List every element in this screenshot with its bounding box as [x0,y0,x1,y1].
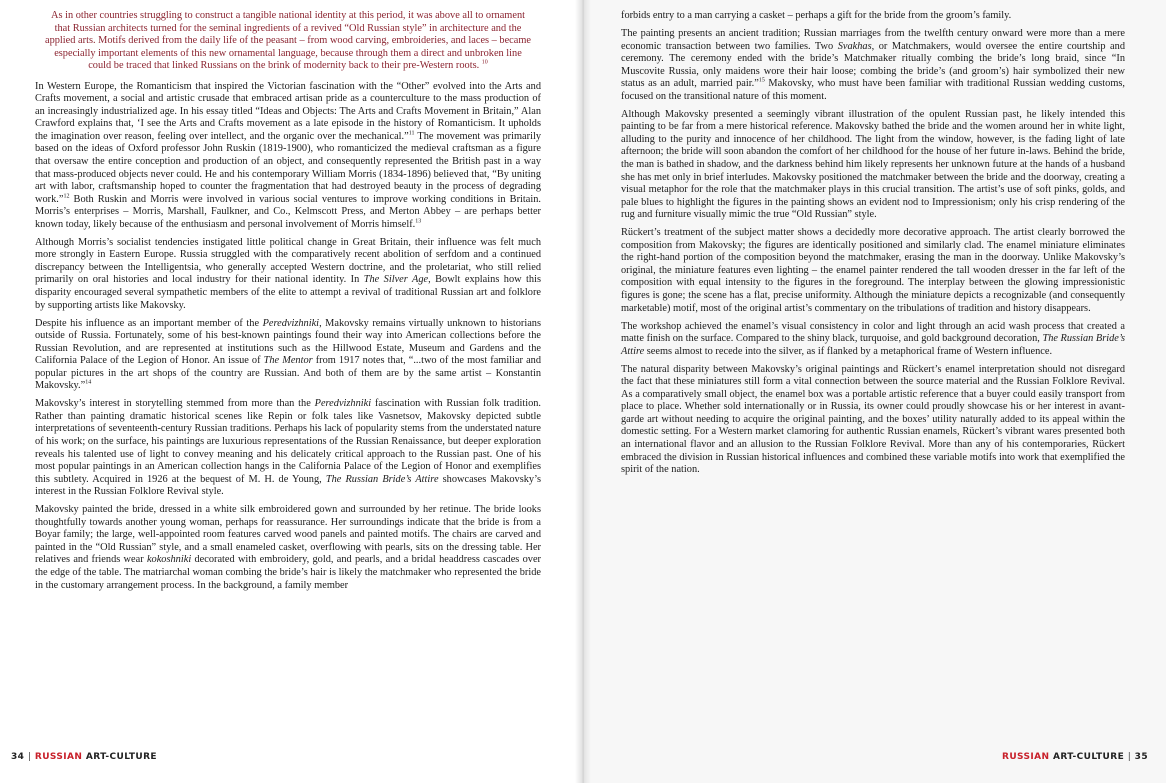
paragraph-bride-description: Makovsky painted the bride, dressed in a white silk embroidered gown and surrounded by her retinue. The bride looks thoughtfully towards another young woman, perhaps for reassurance. Her surroundings indicate that the bride is from a Boyar family; the large, well-appointed room features carved wood panels and painted motifs. The chairs are carved and painted in the “Old Russian” style, and a small enameled casket, overflowing with pearls, sits on the dressing table. Her relatives and friends wear kokoshniki decorated with embroidery, gold, and pearls, and a bridal headdress cascades over the edge of the table. The matriarchal woman combing the bride’s hair is likely the matchmaker who represented the bride in the customary arrangement process. In the background, a family member [35,504,542,591]
footnote-ref: 11 [408,130,415,137]
left-folio [11,752,157,762]
footnote-ref: 15 [758,77,765,84]
italic-term: kokoshniki [146,554,192,566]
brand-art-culture: ART-CULTURE [1049,752,1125,762]
footnote-ref: 10 [481,59,488,66]
painting-title: The Russian Bride’s Attire [325,473,439,485]
pull-quote [43,10,533,73]
pull-quote-text: As in other countries struggling to construct a tangible national identity at this period, it was above all to ornament that Russian architects turned for the seminal ingredients of a revived “Old Russian style” in architecture and the applied arts. Motifs derived from the daily life of the peasant – from wood carving, embroideries, and laces – became especially important elements of this new ornamental language, because through them a direct and unbroken line could be traced that linked Russians on the brink of modernity back to their pre-Western roots. [45,10,531,72]
folio-separator: | [27,752,32,762]
paragraph-ancient-tradition: The painting presents an ancient tradition; Russian marriages from the twelfth century onward were more than a mere economic transaction between two families. Two Svakhas, or Matchmakers, would oversee the entire courtship and ceremony. The ceremony ended with the bride’s Matchmaker ritually combing the bride’s long braid, since “In Muscovite Russia, only maidens wore their hair loose; combing the bride’s (and groom’s) hair symbolized their new status as an adult, married pair.”$^{15}$ Makovsky, who must have been familiar with traditional Russian wedding customs, focused on the transitional nature of this moment. [621,28,1125,102]
magazine-title: The Mentor [263,355,313,367]
page-number: 35 [1134,752,1148,762]
footnote-ref: 14 [85,379,92,386]
book-title: The Silver Age [363,274,429,286]
painting-title: The Russian Bride’s Attire [621,333,1126,357]
italic-term: Peredvizhniki [314,398,372,410]
footnote-ref: 12 [63,193,70,200]
paragraph-natural-disparity: The natural disparity between Makovsky’s original paintings and Rückert’s enamel interpretation should not disregard the fact that these miniatures still form a vital connection between the source material and the Russian Folklore Revival. As a comparatively small object, the enamel box was a portable artistic reference that a buyer could easily transport from place to place. Whether sold internationally or in Russia, its owner could proudly showcase his or her interest in avant-garde art without needing to acquire the original painting, and the boxes’ utility naturally added to its appeal within the domestic setting. For a Western market clamoring for authentic Russian enamels, Rückert’s vibrant wares presented both an international flavor and an allusion to the Russian Folklore Revival. More than any of his contemporaries, Rückert embraced the division in Russian historical influences and combined these variable motifs into work that exemplified the spirit of the nation. [621,363,1125,476]
spine-gutter [575,0,591,783]
page-number: 34 [11,752,25,762]
brand-russian: RUSSIAN [1002,752,1050,762]
left-text-column [35,10,541,598]
paragraph-peredvizhniki: Despite his influence as an important member of the Peredvizhniki, Makovsky remains virtually unknown to historians outside of Russia. Fortunately, some of his best-known paintings found their way into American collections before the Russian Revolution, and are represented at institutions such as the Hillwood Estate, Museum and Gardens and the California Palace of the Legion of Honor. An issue of The Mentor from 1917 notes that, “...two of the most familiar and popular pictures in the art shops of the country are Russian. And both of them are by the same artist – Konstantin Makovsky.”$^{14}$ [35,317,541,392]
paragraph-light-analysis: Although Makovsky presented a seemingly vibrant illustration of the opulent Russian past, he likely intended this painting to be far from a mere historical reference. Makovsky bathed the bride and the women around her in white light, alluding to the purity and innocence of her childhood. The light from the window, however, is the fading light of late afternoon; the bride will soon abandon the comfort of her childhood for the house of her future in-laws. Behind the bride, the man is bathed in shadow, and the darkness behind him likely represents her unknown future at the hands of a husband she has met only in brief interludes. Makovsky positioned the matchmaker between the bride and the doorway, creating a visual metaphor for the role that the matchmaker plays in this crucial transition. The artist’s use of soft pinks, golds, and pale blues to highlight the figures in the painting shows an evident nod to Impressionism; only his crisp rendering of the rug and furniture visually mimic the true “Old Russian” style. [621,108,1125,221]
right-page [583,0,1166,783]
right-folio [1002,752,1148,762]
paragraph-ruckert-treatment: Rückert’s treatment of the subject matter shows a decidedly more decorative approach. The artist clearly borrowed the composition from Makovsky; the figures are identically positioned and similarly clad. The enamel miniature eliminates the right-hand portion of the composition beyond the matchmaker, erasing the man in the doorway. Unlike Makovsky’s original, the miniature features even lighting – the enamel painter rendered the tall wooden dresser in the far left of the composition with equal intensity to the figures in the foreground. The interplay between the glowing impressionistic figures is gone; the scene has a flat, precise uniformity. Although the miniature depicts a recognizable (and consequently marketable) motif, most of the original artist’s commentary on the tribulations of tradition and history disappears. [621,227,1125,314]
footnote-ref: 13 [415,218,422,225]
brand-russian: RUSSIAN [34,752,83,762]
italic-term: Peredvizhniki [262,317,320,329]
right-text-column [621,10,1125,482]
paragraph-morris-influence: Although Morris’s socialist tendencies instigated little political change in Great Britain, their influence was felt much more strongly in Eastern Europe. Russia struggled with the comparatively recent abolition of serfdom and a continued discrepancy between the Intelligentsia, who generally accepted Western doctrine, and the proletariat, who still relied primarily on oral histories and local industry for their national identity. In The Silver Age, Bowlt explains how this disparity encouraged several sympathetic members of the elite to attempt a revival of traditional Russian art and folklore by supporting artists like Makovsky. [35,236,541,311]
folio-separator: | [1127,752,1132,762]
paragraph-acid-wash: The workshop achieved the enamel’s visual consistency in color and light through an acid wash process that created a matte finish on the surface. Compared to the shiny black, turquoise, and gold background decoration, The Russian Bride’s Attire seems almost to recede into the silver, as if flanked by a metaphorical frame of Western influence. [621,320,1126,357]
paragraph-storytelling: Makovsky’s interest in storytelling stemmed from more than the Peredvizhniki fascination with Russian folk tradition. Rather than painting dramatic historical scenes like Repin or folk tales like Vasnetsov, Makovsky depicted subtle interpretations of seventeenth-century Russian traditions. Perhaps his lack of popularity stems from the understated nature of his work; on the surface, his paintings are luxurious representations of the Russian Renaissance, but deeper exploration reveals his talented use of light to convey meaning and his delicately critical approach to the Russian past. One of his most popular paintings in an American collection hangs in the California Palace of the Legion of Honor and exemplifies this subtlety. Acquired in 1926 at the bequest of M. H. de Young, The Russian Bride’s Attire showcases Makovsky’s interest in the Russian Folklore Revival style. [35,398,541,498]
paragraph-continuation: forbids entry to a man carrying a casket – perhaps a gift for the bride from the groom’s family. [621,10,1012,21]
italic-term: Svakhas [837,40,872,52]
paragraph-arts-and-crafts: In Western Europe, the Romanticism that inspired the Victorian fascination with the “Other” evolved into the Arts and Crafts movement, a social and artistic crusade that embraced artisan pride as a counterculture to the mass production of an increasingly industrialized age. In his essay titled “Ideas and Objects: The Arts and Crafts Movement in Britain,” Alan Crawford explains that, ‘I see the Arts and Crafts movement as a late episode in the history of Romanticism. It upholds the imagination over reason, feeling over intellect, and the organic over the mechanical.”$^{11}$ The movement was primarily based on the ideas of Oxford professor John Ruskin (1819-1900), who romanticized the medieval craftsman as a figure that oversaw the entire conception and production of an object, and consequently represented the British past in a way that mass-produced objects never could. He and his contemporary William Morris (1834-1896) believed that, “By uniting art with labor, craftsmanship hoped to counter the fragmentation that had destroyed beauty in the process of degrading work.”$^{12}$ Both Ruskin and Morris were involved in various social ventures to improve working conditions in Britain. Morris’s enterprises – Morris, Marshall, Faulkner, and Co., Kelmscott Press, and Merton Abbey – are perhaps better known today, likely because of the enthusiasm and personal involvement of Morris himself.$^{13}$ [35,80,541,230]
brand-art-culture: ART-CULTURE [82,752,157,762]
